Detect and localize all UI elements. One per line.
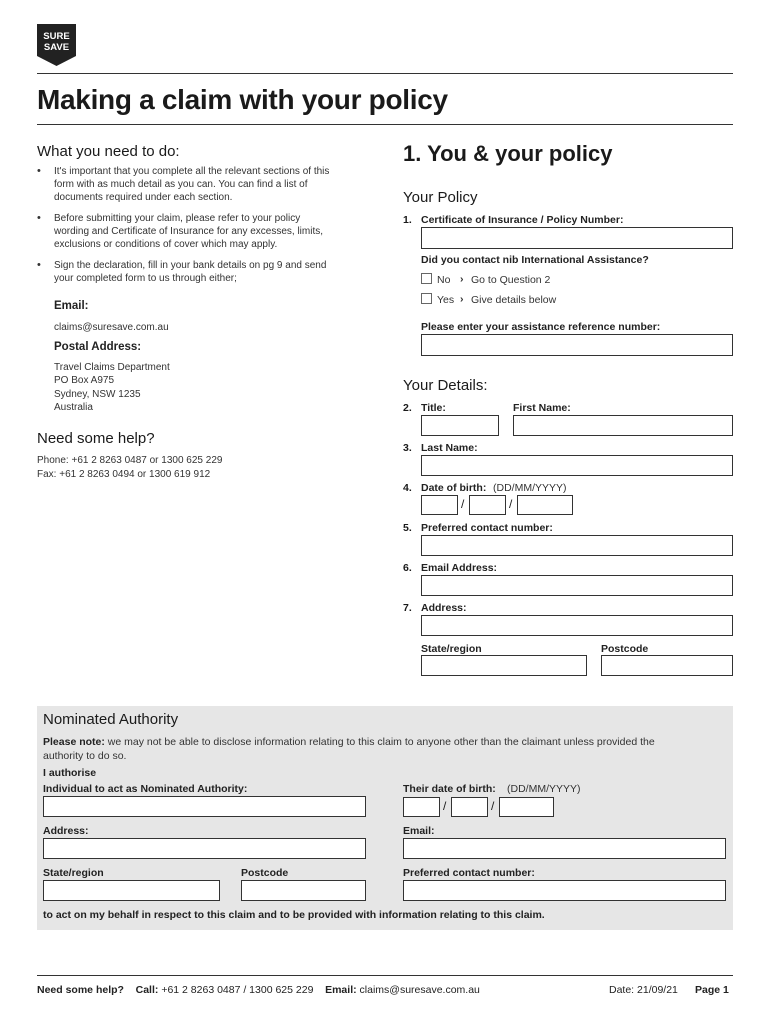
dob-separator: / [491, 799, 495, 813]
na-state-label: State/region [43, 867, 104, 879]
note-text: we may not be able to disclose information relating to this claim to anyone other than the claimant unless provided the [107, 736, 655, 748]
their-dob-month-input[interactable] [451, 797, 488, 817]
their-dob-format: (DD/MM/YYYY) [507, 783, 581, 795]
title-rule [37, 124, 733, 125]
footer-call-value: +61 2 8263 0487 / 1300 625 229 [161, 984, 314, 996]
last-name-label: Last Name: [421, 442, 478, 454]
instruction-item: • It's important that you complete all the relevant sections of this form with as much detail as you can. You can find a list of documents required under each section. [37, 165, 337, 204]
na-postcode-input[interactable] [241, 880, 366, 901]
dob-separator: / [509, 497, 513, 511]
what-heading: What you need to do: [37, 143, 180, 160]
instruction-item: • Sign the declaration, fill in your bank details on pg 9 and send your completed form to us through either; [37, 259, 337, 285]
top-rule [37, 73, 733, 74]
postal-line: Australia [54, 402, 93, 413]
their-dob-label: Their date of birth: [403, 783, 496, 795]
yes-checkbox[interactable] [421, 293, 432, 304]
nominated-heading: Nominated Authority [43, 711, 179, 728]
footer-call-label: Call: [135, 984, 159, 996]
address-input[interactable] [421, 615, 733, 636]
na-email-label: Email: [403, 825, 435, 837]
email-address-label: Email Address: [421, 562, 498, 574]
na-state-input[interactable] [43, 880, 220, 901]
na-contact-label: Preferred contact number: [403, 867, 535, 879]
q4-number: 4. [403, 482, 412, 494]
no-hint: Go to Question 2 [471, 274, 551, 286]
dob-month-input[interactable] [469, 495, 506, 515]
footer-date: Date: 21/09/21 [609, 984, 678, 996]
na-postcode-label: Postcode [241, 867, 289, 879]
state-label: State/region [421, 643, 482, 655]
page-title: Making a claim with your policy [37, 84, 448, 115]
postal-line: Travel Claims Department [54, 362, 170, 373]
details-heading: Your Details: [403, 377, 488, 394]
their-dob-day-input[interactable] [403, 797, 440, 817]
arrow-icon: › [460, 293, 464, 305]
footer-contact [37, 984, 480, 996]
email-value[interactable]: claims@suresave.com.au [54, 322, 169, 333]
policy-heading: Your Policy [403, 189, 478, 206]
dob-year-input[interactable] [517, 495, 573, 515]
na-address-label: Address: [43, 825, 89, 837]
email-label: Email: [54, 300, 89, 312]
q5-number: 5. [403, 522, 412, 534]
contact-label: Preferred contact number: [421, 522, 553, 534]
dob-label: Date of birth: [421, 482, 487, 494]
postal-label: Postal Address: [54, 341, 142, 353]
instruction-item: • Before submitting your claim, please refer to your policy wording and Certificate of Insurance for any excesses, limits, exclusions or conditions of cover which may apply. [37, 212, 337, 251]
help-phone: Phone: +61 2 8263 0487 or 1300 625 229 [37, 455, 223, 466]
postal-line: Sydney, NSW 1235 [54, 389, 141, 400]
policy-number-label: Certificate of Insurance / Policy Number: [421, 214, 624, 226]
address-label: Address: [421, 602, 467, 614]
q3-number: 3. [403, 442, 412, 454]
contact-number-input[interactable] [421, 535, 733, 556]
dob-format: (DD/MM/YYYY) [493, 482, 567, 494]
yes-label: Yes [437, 294, 455, 306]
q1-number: 1. [403, 214, 412, 226]
yes-hint: Give details below [471, 294, 557, 306]
assistance-question: Did you contact nib International Assistance? [421, 254, 649, 266]
dob-day-input[interactable] [421, 495, 458, 515]
individual-label: Individual to act as Nominated Authority: [43, 783, 248, 795]
their-dob-year-input[interactable] [499, 797, 554, 817]
title-input[interactable] [421, 415, 499, 436]
postal-line: PO Box A975 [54, 375, 115, 386]
help-fax: Fax: +61 2 8263 0494 or 1300 619 912 [37, 469, 211, 480]
na-contact-input[interactable] [403, 880, 726, 901]
i-authorise: I authorise [43, 767, 97, 779]
q6-number: 6. [403, 562, 412, 574]
individual-input[interactable] [43, 796, 366, 817]
footer-email-value[interactable]: claims@suresave.com.au [359, 984, 480, 996]
first-name-input[interactable] [513, 415, 733, 436]
logo-line1: SURE [43, 31, 70, 42]
arrow-icon: › [460, 273, 464, 285]
logo-line2: SAVE [43, 42, 70, 53]
postcode-input[interactable] [601, 655, 733, 676]
dob-separator: / [443, 799, 447, 813]
note-bold: Please note: [43, 736, 105, 748]
q7-number: 7. [403, 602, 412, 614]
na-address-input[interactable] [43, 838, 366, 859]
footer-help: Need some help? [37, 984, 124, 996]
section1-heading: 1. You & your policy [403, 141, 613, 166]
authority-closing: to act on my behalf in respect to this claim and to be provided with information relating to this claim. [43, 909, 545, 921]
dob-separator: / [461, 497, 465, 511]
postcode-label: Postcode [601, 643, 649, 655]
policy-number-input[interactable] [421, 227, 733, 249]
state-input[interactable] [421, 655, 587, 676]
reference-label: Please enter your assistance reference number: [421, 321, 661, 333]
na-email-input[interactable] [403, 838, 726, 859]
q2-number: 2. [403, 402, 412, 414]
footer-rule [37, 975, 733, 976]
footer-email-label: Email: [325, 984, 357, 996]
last-name-input[interactable] [421, 455, 733, 476]
no-checkbox[interactable] [421, 273, 432, 284]
footer-page: Page 1 [695, 984, 729, 996]
suresave-logo [37, 24, 76, 66]
email-address-input[interactable] [421, 575, 733, 596]
first-name-label: First Name: [513, 402, 571, 414]
no-label: No [437, 274, 451, 286]
title-label: Title: [421, 402, 446, 414]
help-heading: Need some help? [37, 430, 155, 447]
note-text-cont: authority to do so. [43, 750, 127, 762]
instructions-list [37, 165, 337, 293]
reference-input[interactable] [421, 334, 733, 356]
